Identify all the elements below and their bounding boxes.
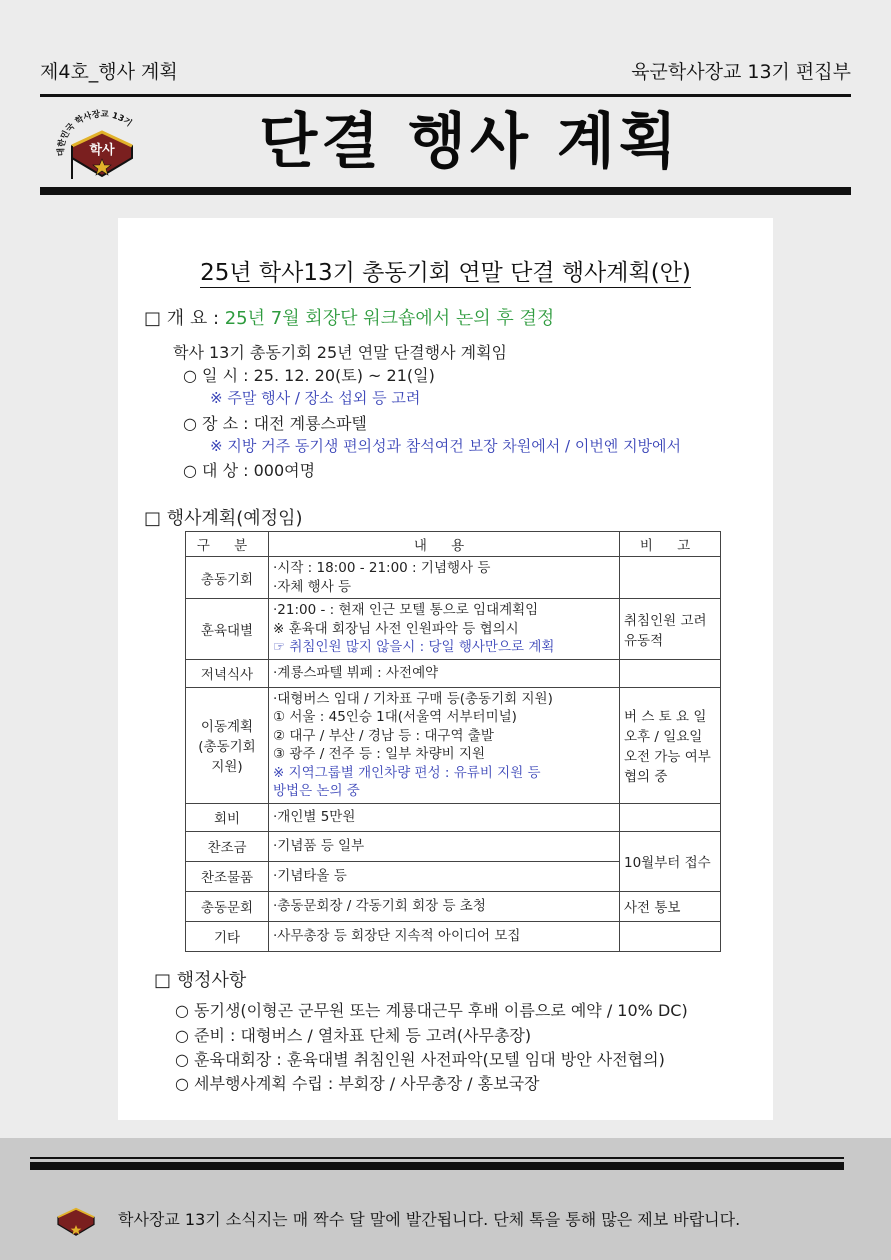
row-content-line: ① 서울 : 45인승 1대(서울역 서부터미널) bbox=[273, 709, 517, 725]
row-content-line: ·계룡스파텔 뷔페 : 사전예약 bbox=[273, 664, 439, 681]
admin-item: ○ 훈육대회장 : 훈육대별 취침인원 사전파악(모텔 임대 방안 사전협의) bbox=[175, 1050, 665, 1069]
row-content-line: ·자체 행사 등 bbox=[273, 578, 352, 595]
row-category: 훈육대별 bbox=[186, 599, 269, 660]
row-category: 기타 bbox=[186, 921, 269, 951]
row-content-line: 방법은 논의 중 bbox=[273, 783, 360, 799]
row-content-line: ·대형버스 임대 / 기차표 구매 등(총동기회 지원) bbox=[273, 690, 553, 707]
row-content bbox=[269, 557, 620, 599]
header-rule-bottom bbox=[40, 187, 851, 195]
document-title: 25년 학사13기 총동기회 연말 단결 행사계획(안) bbox=[200, 260, 691, 286]
row-content-line: ·개인별 5만원 bbox=[273, 808, 356, 825]
row-content bbox=[269, 861, 620, 891]
table-header-content: 내 용 bbox=[269, 532, 620, 557]
table-header-category: 구 분 bbox=[186, 532, 269, 557]
row-content-line: ·기념타올 등 bbox=[273, 867, 347, 884]
row-note: 버 스 토 요 일 오후 / 일요일 오전 가능 여부 협의 중 bbox=[620, 687, 721, 803]
plan-table-row bbox=[186, 803, 721, 831]
footer-rule-thick bbox=[30, 1162, 844, 1170]
row-content-line: ·기념품 등 일부 bbox=[273, 837, 365, 854]
table-header-note: 비 고 bbox=[620, 532, 721, 557]
row-note: 취침인원 고려 유동적 bbox=[620, 599, 721, 660]
row-category: 이동계획 (총동기회 지원) bbox=[186, 687, 269, 803]
plan-table-row bbox=[186, 557, 721, 599]
row-note bbox=[620, 921, 721, 951]
admin-item: ○ 세부행사계획 수립 : 부회장 / 사무총장 / 홍보국장 bbox=[175, 1074, 540, 1093]
row-category: 총동기회 bbox=[186, 557, 269, 599]
row-content bbox=[269, 687, 620, 803]
issue-label: 제4호_행사 계획 bbox=[40, 60, 178, 83]
overview-place: ○ 장 소 : 대전 계룡스파텔 bbox=[183, 414, 367, 433]
plan-table-row bbox=[186, 921, 721, 951]
footer-emblem-icon bbox=[46, 1192, 106, 1240]
row-category: 회비 bbox=[186, 803, 269, 831]
emblem-logo-icon bbox=[52, 104, 152, 184]
plan-document bbox=[118, 218, 773, 1120]
row-content-line: ※ 훈육대 회장님 사전 인원파악 등 협의시 bbox=[273, 620, 519, 637]
plan-table bbox=[185, 531, 721, 952]
page-title: 단결 행사 계획 bbox=[259, 107, 681, 177]
overview-note: 25년 7월 회장단 워크숍에서 논의 후 결정 bbox=[224, 308, 555, 329]
row-content-line: ·총동문회장 / 각동기회 회장 등 초청 bbox=[273, 897, 486, 914]
row-category: 찬조물품 bbox=[186, 861, 269, 891]
row-note bbox=[620, 659, 721, 687]
admin-item: ○ 동기생(이형곤 군무원 또는 계룡대근무 후배 이름으로 예약 / 10% DC) bbox=[175, 1001, 688, 1020]
row-note: 10월부터 접수 bbox=[620, 831, 721, 891]
admin-item: ○ 준비 : 대형버스 / 열차표 단체 등 고려(사무총장) bbox=[175, 1026, 532, 1045]
row-content-line: ※ 지역그룹별 개인차량 편성 : 유류비 지원 등 bbox=[273, 764, 541, 781]
row-content bbox=[269, 891, 620, 921]
overview-place-note: ※ 지방 거주 동기생 편의성과 참석여건 보장 차원에서 / 이번엔 지방에서 bbox=[210, 437, 682, 455]
row-content-line: ② 대구 / 부산 / 경남 등 : 대구역 출발 bbox=[273, 727, 494, 744]
row-content-line: ☞ 취침인원 많지 않을시 : 당일 행사만으로 계획 bbox=[273, 639, 555, 655]
overview-line bbox=[144, 304, 554, 330]
row-category: 총동문회 bbox=[186, 891, 269, 921]
footer-rule-thin bbox=[30, 1157, 844, 1159]
row-content bbox=[269, 599, 620, 660]
row-note bbox=[620, 557, 721, 599]
publisher-label: 육군학사장교 13기 편집부 bbox=[631, 60, 851, 83]
emblem-ring-text: 대한민국 학사장교 13기 bbox=[56, 109, 134, 157]
overview-date-note: ※ 주말 행사 / 장소 섭외 등 고려 bbox=[210, 389, 421, 407]
row-content bbox=[269, 921, 620, 951]
admin-heading: □ 행정사항 bbox=[154, 970, 247, 991]
plan-table-row bbox=[186, 891, 721, 921]
plan-table-row bbox=[186, 687, 721, 803]
footer-notice: 학사장교 13기 소식지는 매 짝수 달 말에 발간됩니다. 단체 톡을 통해 많은 제보 바랍니다. bbox=[118, 1210, 741, 1229]
row-content bbox=[269, 803, 620, 831]
row-content-line: ·사무총장 등 회장단 지속적 아이디어 모집 bbox=[273, 927, 521, 944]
row-content bbox=[269, 831, 620, 861]
overview-label: □ 개 요 : bbox=[144, 308, 225, 329]
overview-desc: 학사 13기 총동기회 25년 연말 단결행사 계획임 bbox=[173, 343, 507, 362]
row-note: 사전 통보 bbox=[620, 891, 721, 921]
row-content-line: ③ 광주 / 전주 등 : 일부 차량비 지원 bbox=[273, 746, 486, 762]
plan-table-header-row bbox=[186, 532, 721, 557]
row-content-line: ·21:00 - : 현재 인근 모텔 통으로 임대계획임 bbox=[273, 602, 539, 618]
plan-table-row bbox=[186, 831, 721, 861]
emblem-badge-text: 학사 bbox=[89, 143, 115, 158]
row-category: 저녁식사 bbox=[186, 659, 269, 687]
plan-table-row bbox=[186, 659, 721, 687]
row-note bbox=[620, 803, 721, 831]
plan-table-row bbox=[186, 599, 721, 660]
header-rule-top bbox=[40, 94, 851, 97]
row-content-line: ·시작 : 18:00 - 21:00 : 기념행사 등 bbox=[273, 560, 491, 576]
overview-date: ○ 일 시 : 25. 12. 20(토) ~ 21(일) bbox=[183, 366, 435, 385]
row-content bbox=[269, 659, 620, 687]
plan-heading: □ 행사계획(예정임) bbox=[144, 508, 303, 529]
header-bar bbox=[40, 52, 851, 88]
overview-target: ○ 대 상 : 000여명 bbox=[183, 461, 316, 480]
row-category: 찬조금 bbox=[186, 831, 269, 861]
